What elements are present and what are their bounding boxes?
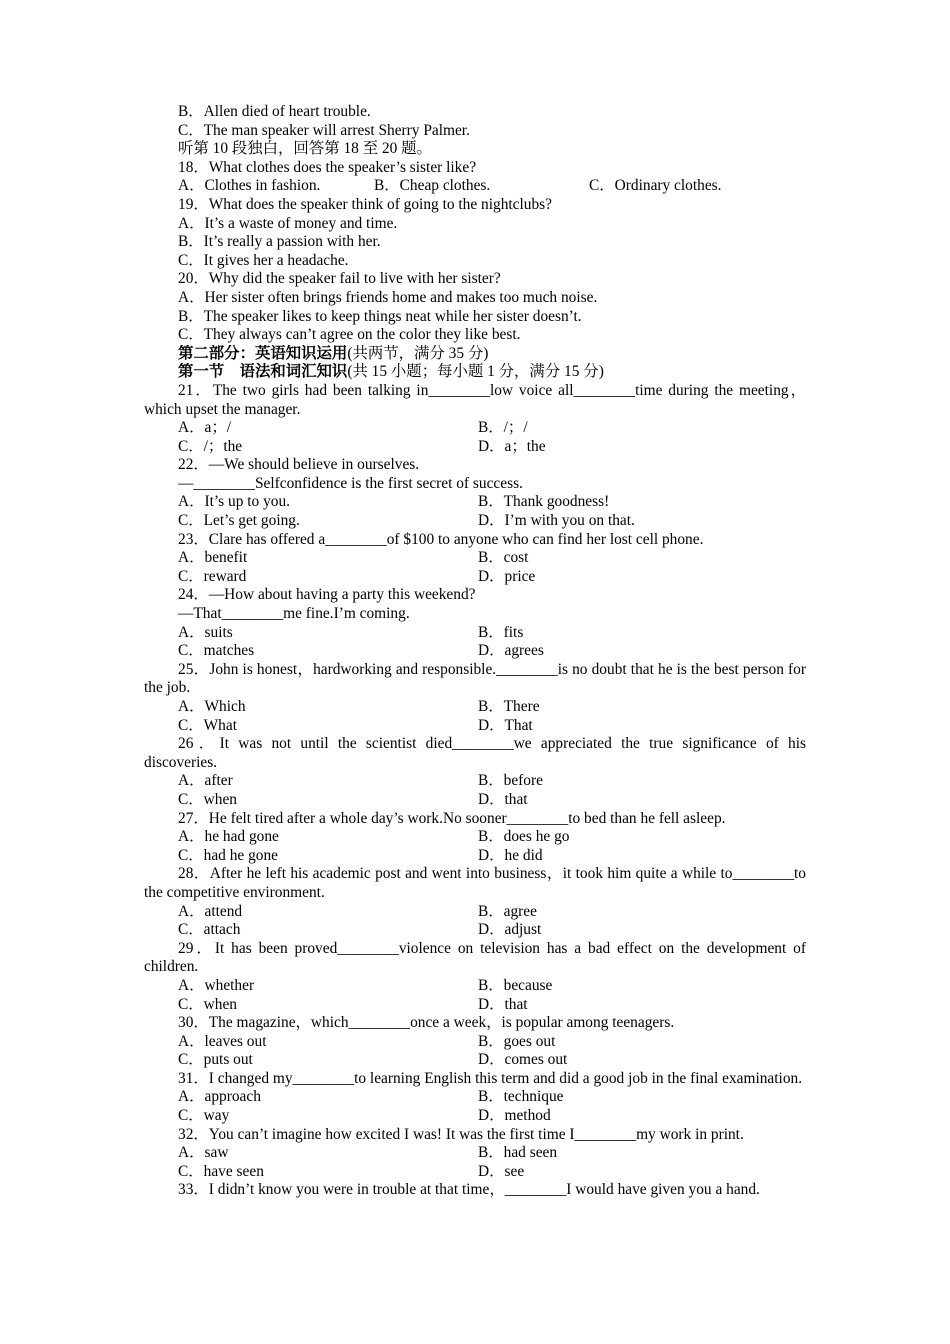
q29-stem: 29．It has been proved________violence on television has a bad effect on the development of children. — [144, 939, 806, 976]
q30-option-b: B．goes out — [478, 1032, 556, 1050]
q19-option-c: C．It gives her a headache. — [178, 251, 349, 269]
q24-option-c: C．matches — [178, 642, 255, 660]
q22-option-c: C．Let’s get going. — [178, 512, 300, 530]
q30-options-row2 — [144, 1051, 806, 1070]
q18-option-b: B．Cheap clothes. — [374, 177, 491, 195]
q30-options-row1 — [144, 1033, 806, 1052]
q22-options-row1 — [144, 493, 806, 512]
q24-option-a: A．suits — [178, 623, 233, 641]
q31-options-row2 — [144, 1107, 806, 1126]
q27-options-row2 — [144, 847, 806, 866]
section1-header — [144, 363, 806, 382]
q21-option-a: A．a；/ — [178, 419, 232, 437]
q32-stem: 32．You can’t imagine how excited I was! It was the first time I________my work in print. — [178, 1125, 744, 1143]
q20-stem: 20．Why did the speaker fail to live with her sister? — [178, 270, 501, 288]
q21-option-d: D．a；the — [478, 437, 546, 455]
q30-stem: 30．The magazine，which________once a week，is popular among teenagers. — [178, 1014, 675, 1032]
q22-options-row2 — [144, 512, 806, 531]
q24-options-row2 — [144, 642, 806, 661]
q21-options-row1 — [144, 419, 806, 438]
q29-option-c: C．when — [178, 995, 237, 1013]
q19-option-a: A．It’s a waste of money and time. — [178, 214, 398, 232]
q23-option-c: C．reward — [178, 567, 247, 585]
q32-options-row2 — [144, 1163, 806, 1182]
q18-option-a: A．Clothes in fashion. — [178, 177, 321, 195]
q21-option-c: C．/；the — [178, 437, 243, 455]
q32-option-c: C．have seen — [178, 1162, 264, 1180]
q26-option-a: A．after — [178, 772, 233, 790]
q20-option-b: B．The speaker likes to keep things neat while her sister doesn’t. — [178, 307, 582, 325]
q18-option-c: C．Ordinary clothes. — [589, 177, 722, 195]
q17-option-c: C．The man speaker will arrest Sherry Palmer. — [178, 121, 470, 139]
q19-option-b: B．It’s really a passion with her. — [178, 233, 381, 251]
q17-option-b: B．Allen died of heart trouble. — [178, 103, 371, 120]
q20-option-a: A．Her sister often brings friends home and makes too much noise. — [178, 288, 598, 306]
q26-options-row2 — [144, 791, 806, 810]
q22-stem: 22．—We should believe in ourselves. — [178, 456, 420, 474]
q26-stem: 26．It was not until the scientist died________we appreciated the true significance of his discoveries. — [144, 735, 806, 771]
q29-option-a: A．whether — [178, 976, 255, 994]
q24-option-b: B．fits — [478, 623, 524, 641]
q21-stem: 21．The two girls had been talking in________low voice all________time during the meeting，which upset the manager. — [144, 381, 806, 418]
q20-option-c: C．They always can’t agree on the color they like best. — [178, 326, 521, 344]
q31-option-a: A．approach — [178, 1088, 261, 1106]
q24-option-d: D．agrees — [478, 642, 544, 660]
q18-options — [144, 177, 806, 196]
q29-options-row2 — [144, 996, 806, 1015]
q31-stem: 31．I changed my________to learning English this term and did a good job in the final examination. — [178, 1069, 803, 1087]
q24-stem-reply: —That________me fine.I’m coming. — [178, 605, 410, 623]
q30-option-a: A．leaves out — [178, 1032, 267, 1050]
exam-content — [144, 103, 806, 1200]
q27-option-b: B．does he go — [478, 828, 570, 846]
q23-option-b: B．cost — [478, 549, 529, 567]
q32-option-a: A．saw — [178, 1144, 229, 1162]
q26-option-b: B．before — [478, 772, 543, 790]
q23-option-d: D．price — [478, 567, 536, 585]
q29-option-b: B．because — [478, 976, 553, 994]
section10-header: 听第 10 段独白，回答第 18 至 20 题。 — [178, 140, 432, 158]
q19-stem: 19．What does the speaker think of going to the nightclubs? — [178, 195, 552, 213]
q25-options-row2 — [144, 717, 806, 736]
q32-option-d: D．see — [478, 1162, 525, 1180]
part2-header-title: 第二部分：英语知识运用 — [178, 344, 348, 362]
q25-option-b: B．There — [478, 698, 540, 715]
q22-option-b: B．Thank goodness! — [478, 493, 610, 511]
q27-option-a: A．he had gone — [178, 828, 279, 846]
q28-option-b: B．agree — [478, 902, 537, 920]
q24-stem: 24．—How about having a party this weekend? — [178, 586, 476, 604]
q21-option-b: B．/；/ — [478, 419, 528, 437]
q26-option-d: D．that — [478, 790, 528, 808]
q31-option-c: C．way — [178, 1107, 230, 1125]
q28-options-row2 — [144, 921, 806, 940]
q27-option-d: D．he did — [478, 846, 543, 864]
q25-option-a: A．Which — [178, 698, 246, 715]
q26-options-row1 — [144, 772, 806, 791]
q28-options-row1 — [144, 903, 806, 922]
q27-stem: 27．He felt tired after a whole day’s work.No sooner________to bed than he fell asleep. — [178, 809, 726, 827]
q31-options-row1 — [144, 1088, 806, 1107]
q28-stem: 28．After he left his academic post and went into business，it took him quite a while to________to the competitive environment. — [144, 865, 806, 901]
q32-options-row1 — [144, 1144, 806, 1163]
q29-option-d: D．that — [478, 995, 528, 1013]
part2-header — [144, 345, 806, 364]
q22-option-d: D．I’m with you on that. — [478, 512, 635, 530]
q30-option-c: C．puts out — [178, 1051, 253, 1069]
q25-option-d: D．That — [478, 716, 533, 734]
q25-options-row1 — [144, 698, 806, 717]
q31-option-d: D．method — [478, 1107, 551, 1125]
q23-stem: 23．Clare has offered a________of $100 to anyone who can find her lost cell phone. — [178, 530, 704, 548]
section1-header-detail: (共 15 小题；每小题 1 分，满分 15 分) — [347, 363, 604, 381]
q21-options-row2 — [144, 438, 806, 457]
q28-option-c: C．attach — [178, 921, 241, 939]
q25-option-c: C．What — [178, 716, 237, 734]
q29-options-row1 — [144, 977, 806, 996]
q27-options-row1 — [144, 828, 806, 847]
q25-stem: 25．John is honest，hardworking and responsible.________is no doubt that he is the best person for the job. — [144, 660, 806, 697]
q22-option-a: A．It’s up to you. — [178, 493, 291, 511]
q23-options-row1 — [144, 549, 806, 568]
q26-option-c: C．when — [178, 790, 237, 808]
q24-options-row1 — [144, 624, 806, 643]
q18-stem: 18．What clothes does the speaker’s sister like? — [178, 158, 477, 176]
q28-option-a: A．attend — [178, 902, 243, 920]
q23-options-row2 — [144, 568, 806, 587]
q27-option-c: C．had he gone — [178, 846, 279, 864]
q28-option-d: D．adjust — [478, 921, 542, 939]
q32-option-b: B．had seen — [478, 1144, 558, 1162]
q33-stem: 33．I didn’t know you were in trouble at that time，________I would have given you a hand. — [178, 1181, 760, 1199]
q23-option-a: A．benefit — [178, 549, 248, 567]
q31-option-b: B．technique — [478, 1088, 564, 1106]
part2-header-detail: (共两节，满分 35 分) — [347, 344, 489, 362]
q22-stem-reply: —________Selfconfidence is the first secret of success. — [178, 474, 523, 492]
section1-header-title: 第一节 语法和词汇知识 — [178, 363, 348, 381]
q30-option-d: D．comes out — [478, 1051, 568, 1069]
